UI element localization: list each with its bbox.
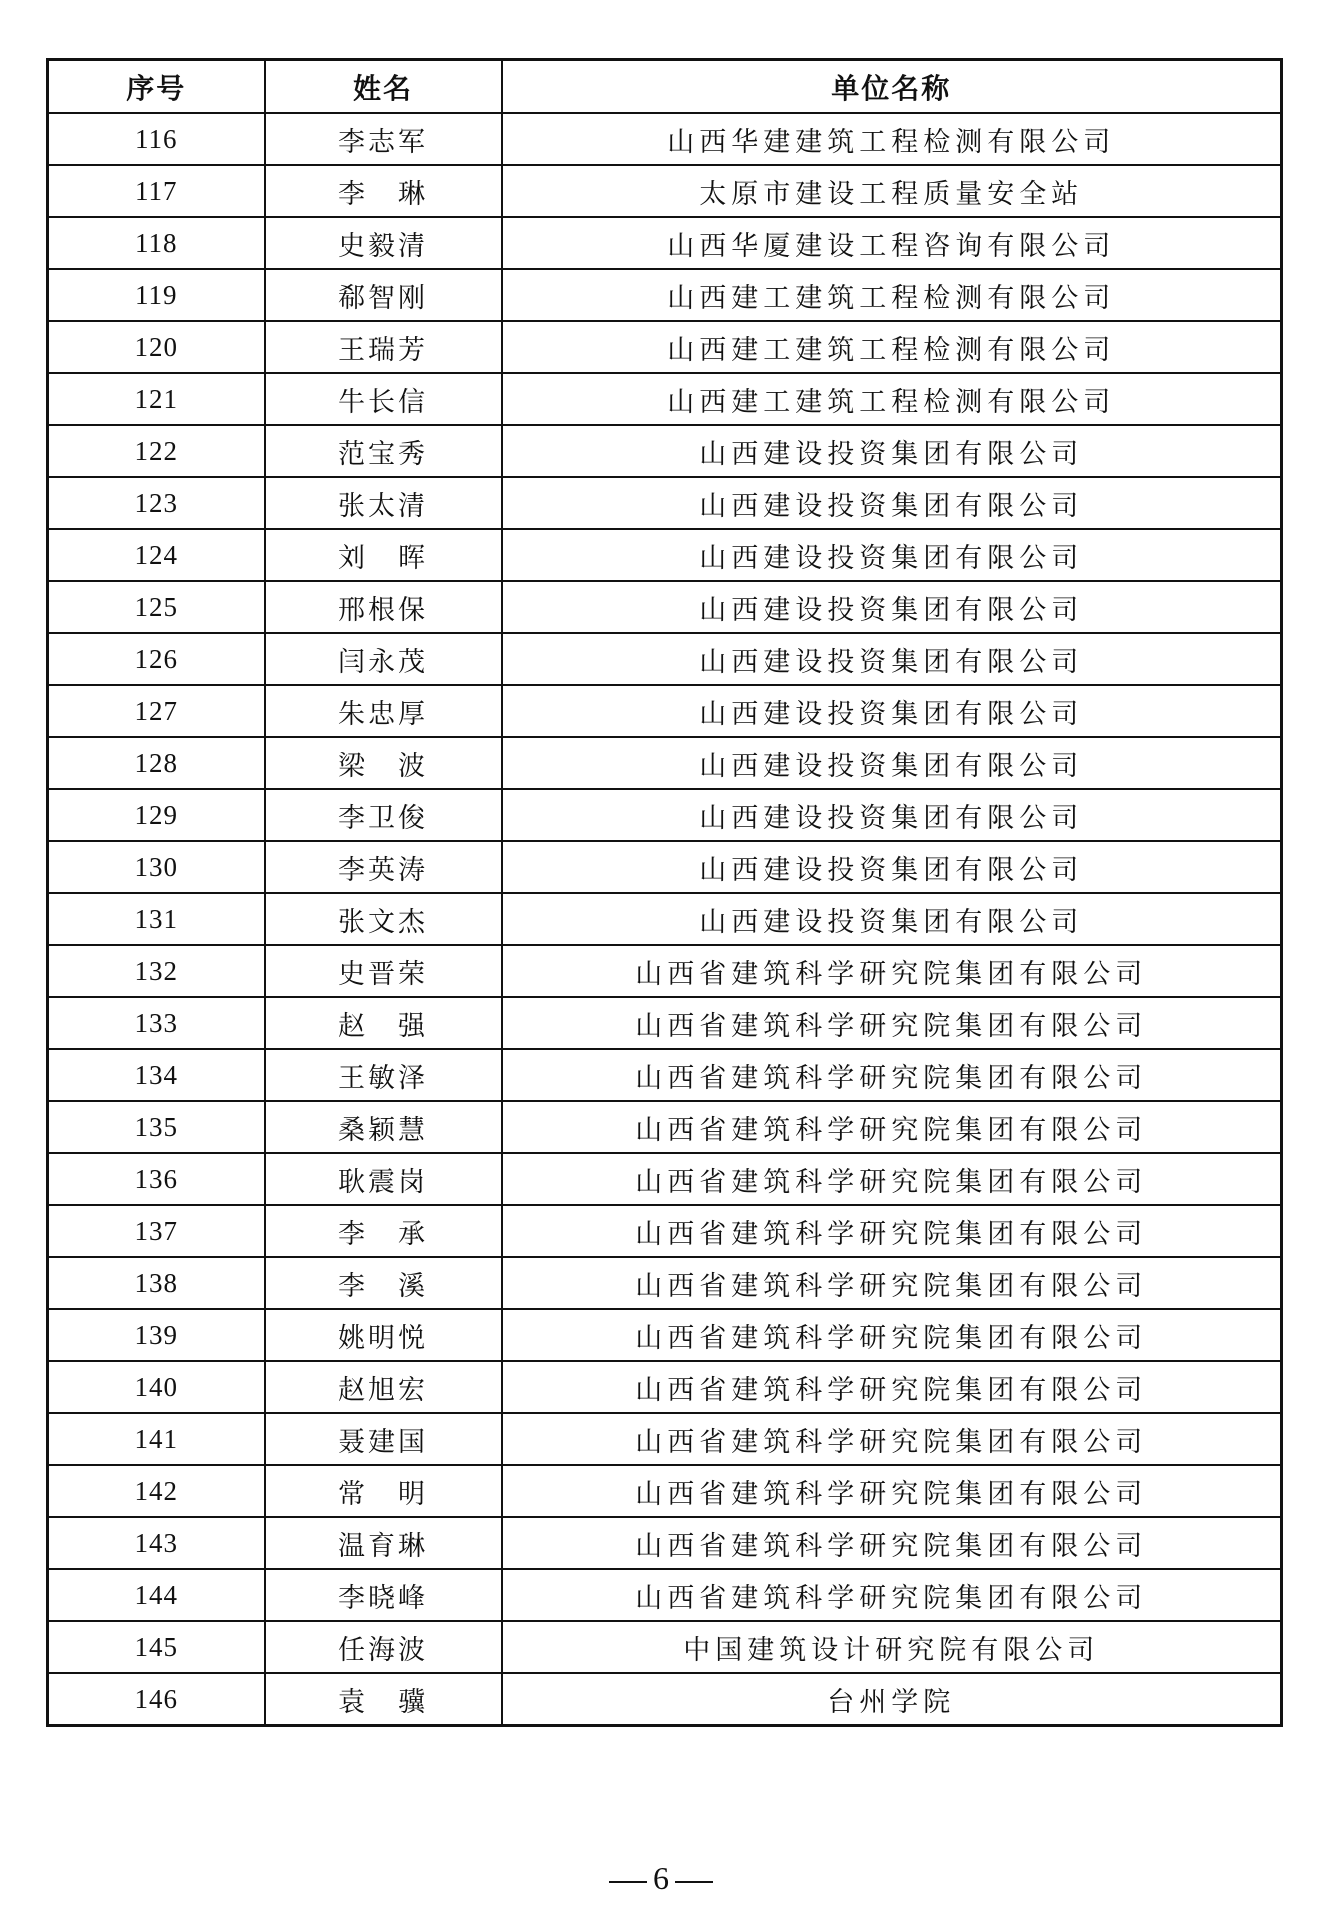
cell-name: 牛长信: [265, 373, 502, 425]
cell-serial-number: 128: [48, 737, 265, 789]
header-name: 姓名: [265, 60, 502, 114]
table-row: [48, 1517, 1282, 1569]
table-row: [48, 1673, 1282, 1726]
cell-name: 梁 波: [265, 737, 502, 789]
cell-unit-name: 山西省建筑科学研究院集团有限公司: [502, 1465, 1282, 1517]
table-row: [48, 633, 1282, 685]
cell-name: 袁 骥: [265, 1673, 502, 1726]
cell-name: 张太清: [265, 477, 502, 529]
cell-serial-number: 138: [48, 1257, 265, 1309]
cell-unit-name: 山西建设投资集团有限公司: [502, 737, 1282, 789]
table-row: [48, 737, 1282, 789]
cell-unit-name: 山西建设投资集团有限公司: [502, 477, 1282, 529]
cell-serial-number: 135: [48, 1101, 265, 1153]
cell-unit-name: 山西省建筑科学研究院集团有限公司: [502, 1153, 1282, 1205]
cell-serial-number: 125: [48, 581, 265, 633]
table-row: [48, 893, 1282, 945]
table-row: [48, 321, 1282, 373]
cell-name: 聂建国: [265, 1413, 502, 1465]
cell-serial-number: 122: [48, 425, 265, 477]
cell-name: 温育琳: [265, 1517, 502, 1569]
page-footer: [0, 1860, 1322, 1897]
table-row: [48, 997, 1282, 1049]
table-row: [48, 1309, 1282, 1361]
footer-dash-left: [609, 1881, 647, 1883]
cell-unit-name: 太原市建设工程质量安全站: [502, 165, 1282, 217]
cell-name: 史毅清: [265, 217, 502, 269]
cell-serial-number: 142: [48, 1465, 265, 1517]
cell-unit-name: 山西建设投资集团有限公司: [502, 685, 1282, 737]
cell-name: 桑颖慧: [265, 1101, 502, 1153]
table-row: [48, 1361, 1282, 1413]
cell-serial-number: 141: [48, 1413, 265, 1465]
table-row: [48, 269, 1282, 321]
cell-unit-name: 山西建设投资集团有限公司: [502, 581, 1282, 633]
cell-serial-number: 144: [48, 1569, 265, 1621]
table-row: [48, 1465, 1282, 1517]
table-row: [48, 1257, 1282, 1309]
cell-name: 李 承: [265, 1205, 502, 1257]
cell-unit-name: 山西建设投资集团有限公司: [502, 529, 1282, 581]
table-header-row: [48, 60, 1282, 114]
table-row: [48, 789, 1282, 841]
cell-name: 姚明悦: [265, 1309, 502, 1361]
cell-serial-number: 133: [48, 997, 265, 1049]
table-row: [48, 1049, 1282, 1101]
cell-serial-number: 146: [48, 1673, 265, 1726]
cell-unit-name: 山西建工建筑工程检测有限公司: [502, 321, 1282, 373]
cell-serial-number: 124: [48, 529, 265, 581]
cell-serial-number: 118: [48, 217, 265, 269]
cell-serial-number: 129: [48, 789, 265, 841]
cell-name: 李英涛: [265, 841, 502, 893]
cell-serial-number: 143: [48, 1517, 265, 1569]
cell-name: 闫永茂: [265, 633, 502, 685]
cell-serial-number: 121: [48, 373, 265, 425]
cell-unit-name: 山西省建筑科学研究院集团有限公司: [502, 945, 1282, 997]
cell-name: 朱忠厚: [265, 685, 502, 737]
cell-unit-name: 中国建筑设计研究院有限公司: [502, 1621, 1282, 1673]
cell-name: 李志军: [265, 113, 502, 165]
cell-name: 张文杰: [265, 893, 502, 945]
cell-serial-number: 140: [48, 1361, 265, 1413]
cell-name: 史晋荣: [265, 945, 502, 997]
cell-unit-name: 山西省建筑科学研究院集团有限公司: [502, 997, 1282, 1049]
cell-name: 郗智刚: [265, 269, 502, 321]
cell-serial-number: 134: [48, 1049, 265, 1101]
cell-unit-name: 山西建工建筑工程检测有限公司: [502, 373, 1282, 425]
cell-name: 赵旭宏: [265, 1361, 502, 1413]
cell-unit-name: 台州学院: [502, 1673, 1282, 1726]
cell-name: 赵 强: [265, 997, 502, 1049]
table-row: [48, 685, 1282, 737]
cell-serial-number: 132: [48, 945, 265, 997]
cell-unit-name: 山西省建筑科学研究院集团有限公司: [502, 1049, 1282, 1101]
cell-unit-name: 山西省建筑科学研究院集团有限公司: [502, 1309, 1282, 1361]
table-row: [48, 1101, 1282, 1153]
cell-unit-name: 山西省建筑科学研究院集团有限公司: [502, 1517, 1282, 1569]
table-row: [48, 373, 1282, 425]
table-row: [48, 425, 1282, 477]
cell-unit-name: 山西建设投资集团有限公司: [502, 789, 1282, 841]
table-row: [48, 217, 1282, 269]
cell-name: 李 溪: [265, 1257, 502, 1309]
cell-name: 邢根保: [265, 581, 502, 633]
cell-serial-number: 117: [48, 165, 265, 217]
cell-serial-number: 136: [48, 1153, 265, 1205]
table-row: [48, 165, 1282, 217]
table-row: [48, 477, 1282, 529]
roster-table: [46, 58, 1283, 1727]
cell-unit-name: 山西省建筑科学研究院集团有限公司: [502, 1257, 1282, 1309]
footer-dash-right: [675, 1881, 713, 1883]
cell-name: 刘 晖: [265, 529, 502, 581]
cell-unit-name: 山西省建筑科学研究院集团有限公司: [502, 1205, 1282, 1257]
table-row: [48, 841, 1282, 893]
cell-serial-number: 137: [48, 1205, 265, 1257]
cell-name: 王瑞芳: [265, 321, 502, 373]
cell-serial-number: 127: [48, 685, 265, 737]
table-row: [48, 113, 1282, 165]
table-row: [48, 1153, 1282, 1205]
cell-serial-number: 145: [48, 1621, 265, 1673]
cell-serial-number: 126: [48, 633, 265, 685]
header-unit-name: 单位名称: [502, 60, 1282, 114]
cell-unit-name: 山西华厦建设工程咨询有限公司: [502, 217, 1282, 269]
cell-serial-number: 116: [48, 113, 265, 165]
cell-unit-name: 山西省建筑科学研究院集团有限公司: [502, 1413, 1282, 1465]
table-row: [48, 945, 1282, 997]
cell-serial-number: 139: [48, 1309, 265, 1361]
cell-serial-number: 131: [48, 893, 265, 945]
cell-name: 范宝秀: [265, 425, 502, 477]
table-body: [48, 113, 1282, 1726]
cell-serial-number: 120: [48, 321, 265, 373]
table-row: [48, 529, 1282, 581]
table-row: [48, 1569, 1282, 1621]
cell-unit-name: 山西省建筑科学研究院集团有限公司: [502, 1361, 1282, 1413]
page-number: 6: [653, 1860, 669, 1896]
cell-unit-name: 山西建设投资集团有限公司: [502, 633, 1282, 685]
cell-unit-name: 山西省建筑科学研究院集团有限公司: [502, 1101, 1282, 1153]
cell-unit-name: 山西建工建筑工程检测有限公司: [502, 269, 1282, 321]
table-row: [48, 1413, 1282, 1465]
cell-name: 任海波: [265, 1621, 502, 1673]
table-row: [48, 1205, 1282, 1257]
header-serial-number: 序号: [48, 60, 265, 114]
cell-unit-name: 山西建设投资集团有限公司: [502, 893, 1282, 945]
cell-serial-number: 130: [48, 841, 265, 893]
cell-name: 耿震岗: [265, 1153, 502, 1205]
cell-name: 常 明: [265, 1465, 502, 1517]
cell-name: 李 琳: [265, 165, 502, 217]
cell-unit-name: 山西华建建筑工程检测有限公司: [502, 113, 1282, 165]
cell-unit-name: 山西省建筑科学研究院集团有限公司: [502, 1569, 1282, 1621]
cell-serial-number: 119: [48, 269, 265, 321]
cell-unit-name: 山西建设投资集团有限公司: [502, 425, 1282, 477]
table-row: [48, 581, 1282, 633]
cell-name: 王敏泽: [265, 1049, 502, 1101]
cell-unit-name: 山西建设投资集团有限公司: [502, 841, 1282, 893]
cell-serial-number: 123: [48, 477, 265, 529]
table-row: [48, 1621, 1282, 1673]
cell-name: 李晓峰: [265, 1569, 502, 1621]
cell-name: 李卫俊: [265, 789, 502, 841]
